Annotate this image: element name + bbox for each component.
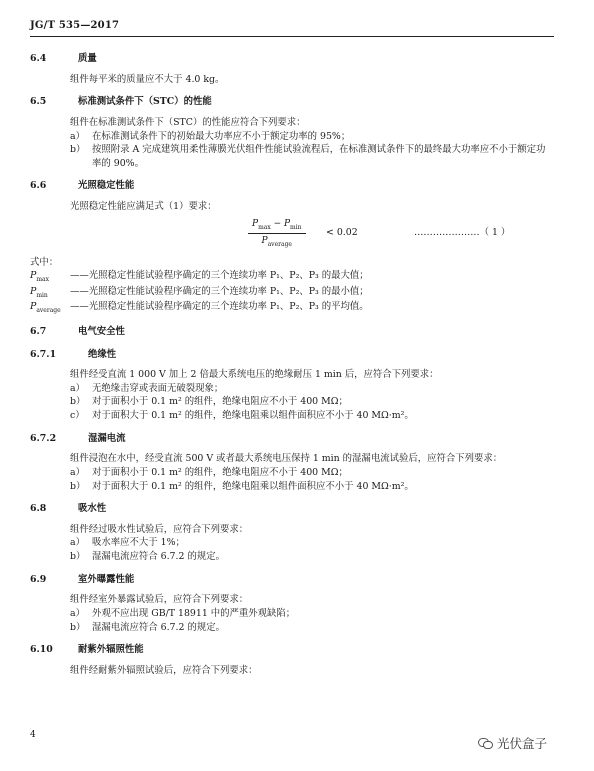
document-body xyxy=(30,52,554,686)
list-item xyxy=(30,536,554,550)
section-number: 6.7.1 xyxy=(30,348,57,360)
section-number: 6.10 xyxy=(30,644,53,656)
list-text: 对于面积大于 0.1 m² 的组件，绝缘电阻乘以组件面积应不小于 40 MΩ·m²。 xyxy=(92,410,414,422)
paragraph: 组件浸泡在水中，经受直流 500 V 或者最大系统电压保持 1 min 的湿漏电流试验后，应符合下列要求： xyxy=(70,453,503,465)
section-number: 6.5 xyxy=(30,96,47,108)
watermark-text: 光伏盒子 xyxy=(497,736,548,751)
section-title: 标准测试条件下（STC）的性能 xyxy=(78,96,212,108)
section-number: 6.4 xyxy=(30,53,47,64)
list-item xyxy=(30,395,554,409)
section-number: 6.9 xyxy=(30,573,47,585)
list-item xyxy=(30,466,554,480)
list-marker: b） xyxy=(70,551,86,563)
paragraph: 组件经过吸水性试验后，应符合下列要求： xyxy=(70,523,249,535)
section-number: 6.7.2 xyxy=(30,432,57,444)
definition-text: ——光照稳定性能试验程序确定的三个连续功率 P₁、P₂、P₃ 的最大值； xyxy=(70,270,369,282)
symbol: $P_{min}$ xyxy=(30,285,48,299)
document-id: JG/T 535—2017 xyxy=(30,20,120,31)
list-marker: a） xyxy=(70,607,85,619)
definition-row xyxy=(30,285,554,301)
header-divider xyxy=(30,36,554,37)
section-6-7-2 xyxy=(30,432,554,494)
list-text: 湿漏电流应符合 6.7.2 的规定。 xyxy=(92,551,225,563)
list-item xyxy=(30,382,554,396)
list-text: 外观不应出现 GB/T 18911 中的严重外观缺陷； xyxy=(92,607,296,619)
list-marker: b） xyxy=(70,144,86,156)
list-item xyxy=(30,480,554,494)
section-number: 6.8 xyxy=(30,503,47,515)
section-number: 6.7 xyxy=(30,325,47,337)
definition-row xyxy=(30,269,554,285)
section-title: 湿漏电流 xyxy=(88,432,126,444)
list-marker: a） xyxy=(70,130,85,142)
paragraph: 组件经受直流 1 000 V 加上 2 倍最大系统电压的绝缘耐压 1 min 后，应符合下列要求： xyxy=(70,369,439,381)
section-6-6 xyxy=(30,179,554,316)
list-text: 湿漏电流应符合 6.7.2 的规定。 xyxy=(92,621,225,633)
list-text: 按照附录 A 完成建筑用柔性薄膜光伏组件性能试验流程后，在标准测试条件下的最终最大功率应不小于额定功率的 90%。 xyxy=(92,144,546,169)
list-item xyxy=(30,607,554,621)
section-title: 质量 xyxy=(78,53,97,64)
section-title: 绝缘性 xyxy=(88,348,117,360)
list-marker: a） xyxy=(70,466,85,478)
definition-text: ——光照稳定性能试验程序确定的三个连续功率 P₁、P₂、P₃ 的最小值； xyxy=(70,285,369,297)
list-marker: a） xyxy=(70,382,85,394)
section-title: 电气安全性 xyxy=(78,325,125,337)
section-6-7-1 xyxy=(30,348,554,423)
list-text: 无绝缘击穿或表面无破裂现象； xyxy=(92,382,224,394)
section-title: 吸水性 xyxy=(78,503,107,515)
list-marker: b） xyxy=(70,396,86,408)
paragraph: 组件经耐紫外辐照试验后，应符合下列要求： xyxy=(70,664,258,676)
paragraph: 组件经室外暴露试验后，应符合下列要求： xyxy=(70,594,249,606)
list-marker: b） xyxy=(70,480,86,492)
formula-relation: < 0.02 xyxy=(326,226,358,238)
section-number: 6.6 xyxy=(30,180,47,192)
list-marker: c） xyxy=(70,410,85,422)
symbol: $P_{average}$ xyxy=(30,301,61,315)
formula-1 xyxy=(30,218,554,254)
list-item xyxy=(30,409,554,423)
section-6-8 xyxy=(30,502,554,564)
paragraph: 组件每平米的质量应不大于 4.0 kg。 xyxy=(70,73,225,85)
denominator: $P_{average}$ xyxy=(261,236,292,248)
section-6-5 xyxy=(30,95,554,170)
list-text: 吸水率应不大于 1%； xyxy=(92,537,185,549)
equation-number: …………………（ 1 ） xyxy=(414,226,511,238)
section-title: 室外曝露性能 xyxy=(78,573,135,585)
list-marker: b） xyxy=(70,621,86,633)
watermark xyxy=(478,734,547,752)
section-6-10 xyxy=(30,643,554,677)
fraction xyxy=(248,218,306,250)
where-label: 式中： xyxy=(30,256,59,268)
list-item xyxy=(30,550,554,564)
list-item xyxy=(30,621,554,635)
paragraph: 光照稳定性能应满足式（1）要求： xyxy=(70,201,217,212)
list-item xyxy=(30,130,554,144)
symbol: $P_{max}$ xyxy=(30,270,49,284)
definition-text: ——光照稳定性能试验程序确定的三个连续功率 P₁、P₂、P₃ 的平均值。 xyxy=(70,301,369,313)
definition-row xyxy=(30,300,554,316)
section-6-7 xyxy=(30,325,554,339)
section-title: 耐紫外辐照性能 xyxy=(78,644,144,656)
section-title: 光照稳定性能 xyxy=(78,180,135,192)
list-item xyxy=(30,143,554,170)
list-text: 对于面积小于 0.1 m² 的组件，绝缘电阻应不小于 400 MΩ； xyxy=(92,466,348,478)
list-text: 在标准测试条件下的初始最大功率应不小于额定功率的 95%； xyxy=(92,130,351,142)
paragraph: 组件在标准测试条件下（STC）的性能应符合下列要求： xyxy=(70,116,306,128)
numerator: $P_{max} - P_{min}$ xyxy=(248,218,306,234)
section-6-9 xyxy=(30,573,554,635)
page-number: 4 xyxy=(30,730,36,740)
section-6-4 xyxy=(30,52,554,86)
wechat-icon xyxy=(478,737,492,749)
list-marker: a） xyxy=(70,537,85,549)
symbol-definitions xyxy=(30,269,554,316)
list-text: 对于面积小于 0.1 m² 的组件，绝缘电阻应不小于 400 MΩ； xyxy=(92,396,348,408)
list-text: 对于面积大于 0.1 m² 的组件，绝缘电阻乘以组件面积应不小于 40 MΩ·m²。 xyxy=(92,480,414,492)
